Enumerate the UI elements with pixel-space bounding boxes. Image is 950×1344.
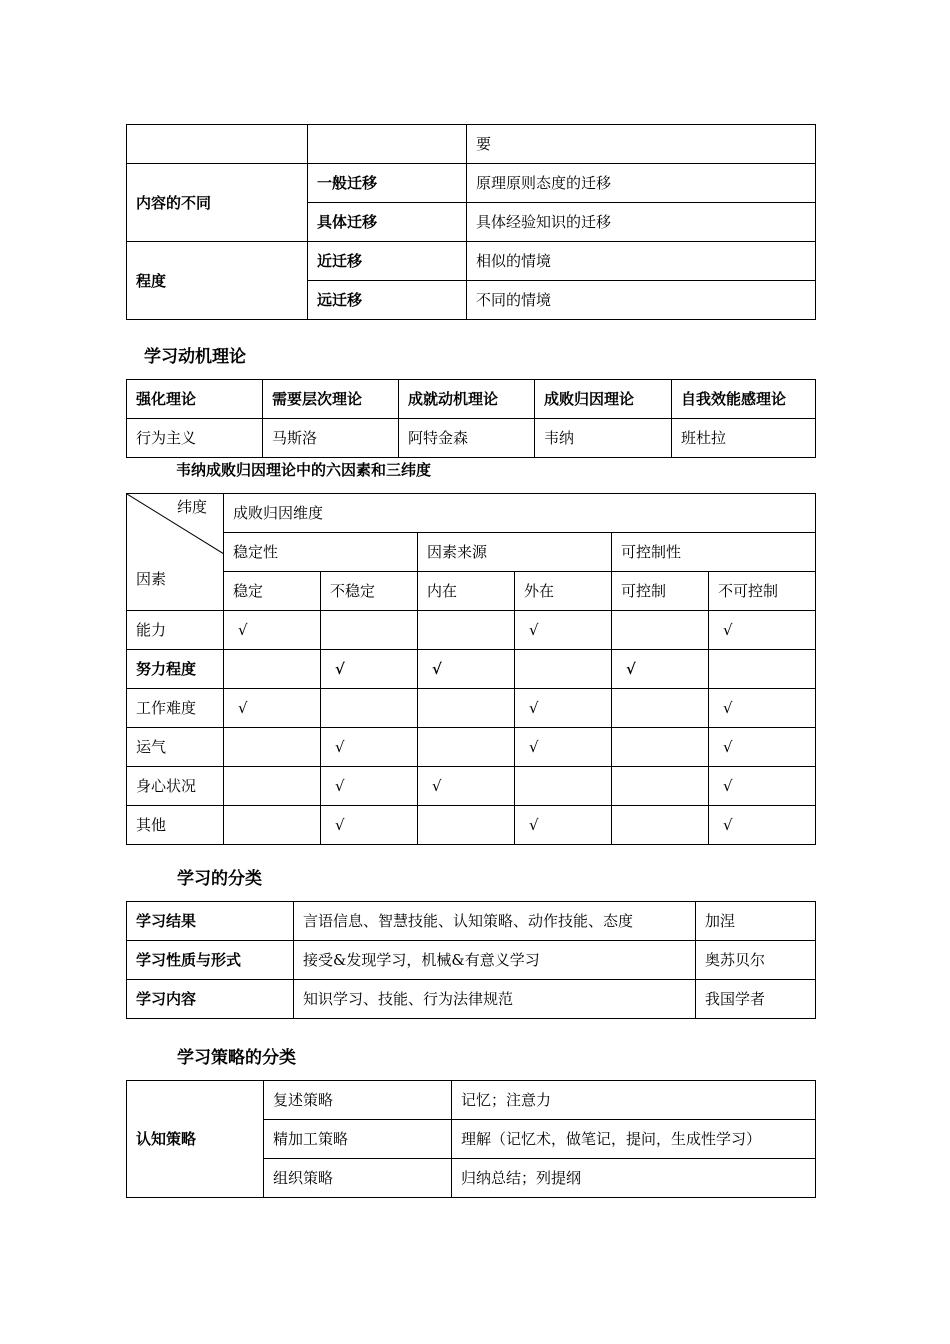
check-mark: √	[709, 806, 816, 845]
motivation-value: 班杜拉	[672, 419, 816, 458]
corner-label-factor: 因素	[136, 570, 167, 588]
check-mark: √	[709, 611, 816, 650]
transfer-desc: 原理原则态度的迁移	[467, 164, 816, 203]
check-mark: √	[418, 650, 515, 689]
check-mark	[612, 767, 709, 806]
strategy-desc: 归纳总结；列提纲	[452, 1159, 816, 1198]
motivation-header: 需要层次理论	[263, 380, 399, 419]
check-mark	[418, 806, 515, 845]
attribution-main-header: 成败归因维度	[224, 494, 816, 533]
strategy-name: 组织策略	[264, 1159, 452, 1198]
motivation-value: 阿特金森	[399, 419, 535, 458]
motivation-value: 行为主义	[127, 419, 263, 458]
table-row	[127, 1081, 816, 1120]
check-mark	[418, 728, 515, 767]
motivation-table	[126, 379, 816, 458]
check-mark	[612, 806, 709, 845]
factor-label: 身心状况	[127, 767, 224, 806]
check-mark	[612, 611, 709, 650]
learning-type-author: 加涅	[696, 902, 816, 941]
check-mark	[224, 767, 321, 806]
attribution-heading: 韦纳成败归因理论中的六因素和三纬度	[176, 461, 432, 479]
check-mark	[515, 650, 612, 689]
strategy-desc: 记忆；注意力	[452, 1081, 816, 1120]
attribution-row	[127, 767, 816, 806]
strategy-desc: 理解（记忆术，做笔记，提问，生成性学习）	[452, 1120, 816, 1159]
factor-label: 工作难度	[127, 689, 224, 728]
check-mark	[224, 650, 321, 689]
motivation-heading: 学习动机理论	[144, 347, 246, 367]
learning-types-table	[126, 901, 816, 1019]
check-mark	[224, 806, 321, 845]
check-mark: √	[515, 689, 612, 728]
check-mark	[709, 650, 816, 689]
check-mark: √	[709, 728, 816, 767]
attribution-row	[127, 806, 816, 845]
sub-header: 外在	[515, 572, 612, 611]
learning-type-label: 学习内容	[127, 980, 294, 1019]
transfer-desc: 不同的情境	[467, 281, 816, 320]
transfer-cell	[127, 125, 308, 164]
motivation-value: 马斯洛	[263, 419, 399, 458]
motivation-header: 成败归因理论	[535, 380, 672, 419]
check-mark	[612, 728, 709, 767]
transfer-type: 一般迁移	[308, 164, 467, 203]
learning-type-label: 学习性质与形式	[127, 941, 294, 980]
learning-type-author: 奥苏贝尔	[696, 941, 816, 980]
check-mark	[418, 611, 515, 650]
learning-types-heading: 学习的分类	[177, 869, 262, 889]
check-mark	[418, 689, 515, 728]
check-mark: √	[224, 611, 321, 650]
dimension-header: 因素来源	[418, 533, 612, 572]
factor-label: 努力程度	[127, 650, 224, 689]
transfer-table	[126, 124, 816, 320]
corner-label-dimension: 纬度	[176, 498, 207, 516]
check-mark	[224, 728, 321, 767]
sub-header: 不可控制	[709, 572, 816, 611]
factor-label: 能力	[127, 611, 224, 650]
check-mark: √	[709, 689, 816, 728]
learning-type-content: 知识学习、技能、行为法律规范	[294, 980, 696, 1019]
strategy-group-label: 认知策略	[127, 1081, 264, 1198]
factor-label: 其他	[127, 806, 224, 845]
attribution-table	[126, 493, 816, 845]
learning-type-author: 我国学者	[696, 980, 816, 1019]
strategy-name: 复述策略	[264, 1081, 452, 1120]
transfer-desc: 相似的情境	[467, 242, 816, 281]
strategy-table	[126, 1080, 816, 1198]
check-mark: √	[321, 806, 418, 845]
strategy-heading: 学习策略的分类	[177, 1048, 296, 1068]
attribution-row	[127, 728, 816, 767]
learning-type-label: 学习结果	[127, 902, 294, 941]
learning-type-content: 接受&发现学习，机械&有意义学习	[294, 941, 696, 980]
transfer-type: 远迁移	[308, 281, 467, 320]
check-mark: √	[418, 767, 515, 806]
dimension-header: 稳定性	[224, 533, 418, 572]
factor-label: 运气	[127, 728, 224, 767]
dimension-header: 可控制性	[612, 533, 816, 572]
attribution-row	[127, 650, 816, 689]
sub-header: 内在	[418, 572, 515, 611]
check-mark: √	[515, 728, 612, 767]
check-mark: √	[224, 689, 321, 728]
check-mark: √	[321, 650, 418, 689]
sub-header: 稳定	[224, 572, 321, 611]
check-mark: √	[612, 650, 709, 689]
sub-header: 不稳定	[321, 572, 418, 611]
check-mark: √	[709, 767, 816, 806]
check-mark	[612, 689, 709, 728]
transfer-type: 近迁移	[308, 242, 467, 281]
transfer-cell: 要	[467, 125, 816, 164]
table-row	[127, 980, 816, 1019]
transfer-cell	[308, 125, 467, 164]
check-mark: √	[515, 806, 612, 845]
motivation-header: 强化理论	[127, 380, 263, 419]
sub-header: 可控制	[612, 572, 709, 611]
transfer-group-label: 程度	[127, 242, 308, 320]
attribution-row	[127, 611, 816, 650]
transfer-desc: 具体经验知识的迁移	[467, 203, 816, 242]
check-mark	[515, 767, 612, 806]
attribution-row	[127, 689, 816, 728]
transfer-group-label: 内容的不同	[127, 164, 308, 242]
transfer-type: 具体迁移	[308, 203, 467, 242]
motivation-value: 韦纳	[535, 419, 672, 458]
motivation-header: 自我效能感理论	[672, 380, 816, 419]
check-mark: √	[321, 767, 418, 806]
table-row	[127, 902, 816, 941]
learning-type-content: 言语信息、智慧技能、认知策略、动作技能、态度	[294, 902, 696, 941]
strategy-name: 精加工策略	[264, 1120, 452, 1159]
check-mark: √	[321, 728, 418, 767]
table-row	[127, 941, 816, 980]
check-mark	[321, 689, 418, 728]
attribution-corner-cell	[127, 494, 224, 611]
check-mark	[321, 611, 418, 650]
check-mark: √	[515, 611, 612, 650]
motivation-header: 成就动机理论	[399, 380, 535, 419]
